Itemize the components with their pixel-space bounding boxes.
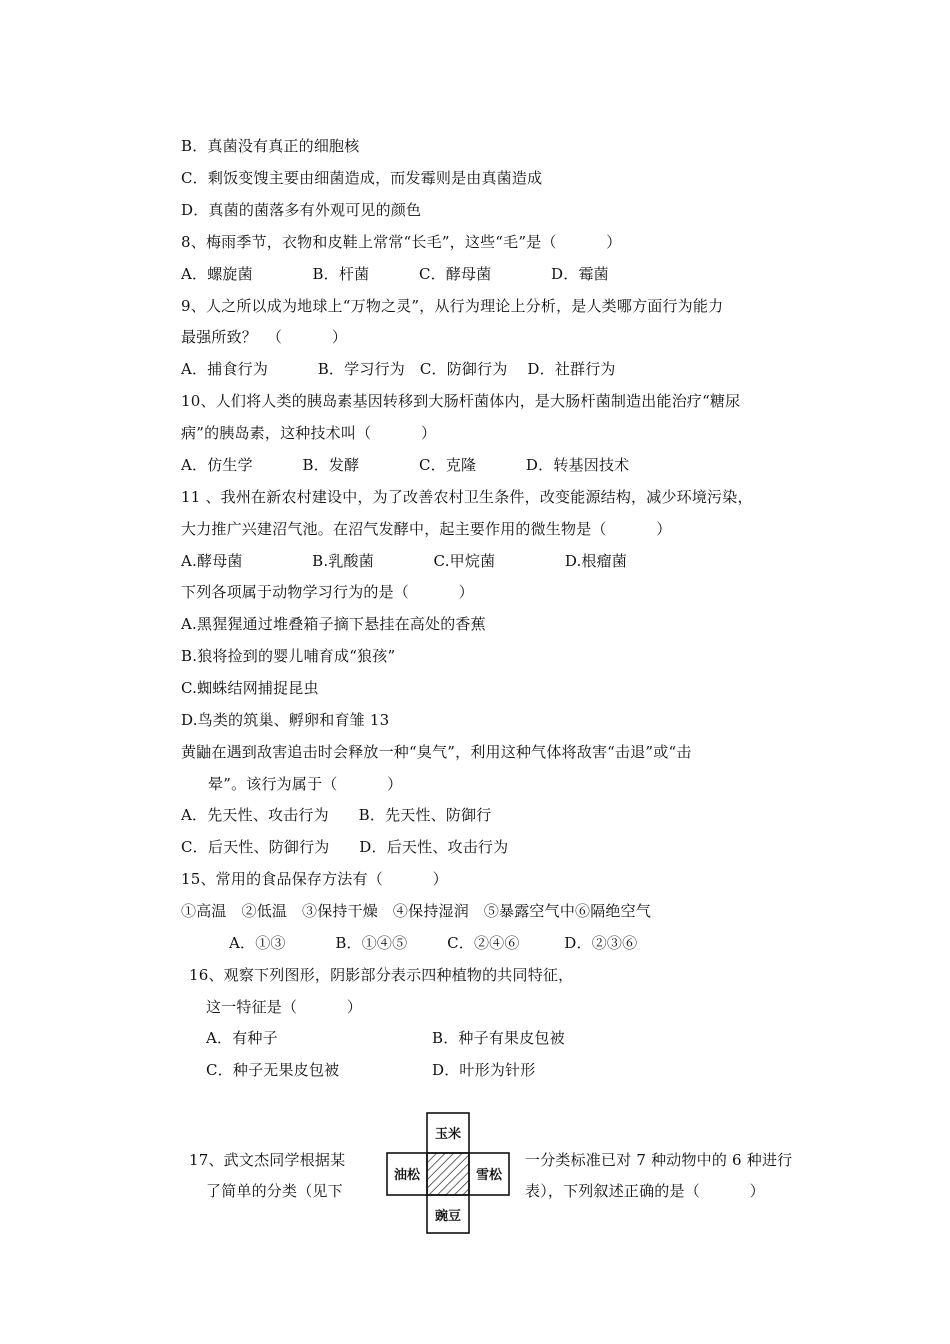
question-12: 下列各项属于动物学习行为的是（ ） xyxy=(181,583,474,601)
question-15: 15、常用的食品保存方法有（ ） xyxy=(181,870,448,888)
question-8: 8、梅雨季节，衣物和皮鞋上常常“长毛”，这些“毛”是（ ） xyxy=(181,233,622,251)
question-13: 黄鼬在遇到敌害追击时会释放一种“臭气”，利用这种气体将敌害“击退”或“击 xyxy=(181,743,692,761)
text-line: 大力推广兴建沼气池。在沼气发酵中，起主要作用的微生物是（ ） xyxy=(181,520,672,538)
text-line: 了简单的分类（见下 xyxy=(206,1182,343,1200)
option-line: B.狼将捡到的婴儿哺育成“狼孩” xyxy=(181,647,396,665)
diagram-label-top: 玉米 xyxy=(434,1127,462,1142)
text-line: 晕”。该行为属于（ ） xyxy=(208,775,403,793)
question-10: 10、人们将人类的胰岛素基因转移到大肠杆菌体内，是大肠杆菌制造出能治疗“糖尿 xyxy=(181,392,741,410)
text-line: C．剩饭变馊主要由细菌造成，而发霉则是由真菌造成 xyxy=(181,169,543,187)
text-line: 表），下列叙述正确的是（ ） xyxy=(525,1182,765,1200)
options-8: A．螺旋菌 B．杆菌 C．酵母菌 D．霉菌 xyxy=(181,265,609,283)
diagram-label-left: 油松 xyxy=(393,1168,421,1183)
text-line: B．真菌没有真正的细胞核 xyxy=(181,137,360,155)
option-line: C.蜘蛛结网捕捉昆虫 xyxy=(181,679,319,697)
diagram-label-bottom: 豌豆 xyxy=(434,1209,462,1224)
option-line: A．先天性、攻击行为 B．先天性、防御行 xyxy=(181,806,492,824)
shaded-region xyxy=(427,1153,469,1195)
question-16: 16、观察下列图形，阴影部分表示四种植物的共同特征， xyxy=(189,966,574,984)
options-15: A．①③ B．①④⑤ C．②④⑥ D．②③⑥ xyxy=(229,934,638,952)
question-9: 9、人之所以成为地球上“万物之灵”，从行为理论上分析，是人类哪方面行为能力 xyxy=(181,297,724,315)
diagram-label-right: 雪松 xyxy=(475,1168,503,1183)
plant-cross-diagram xyxy=(385,1111,511,1235)
option-line: C．后天性、防御行为 D．后天性、攻击行为 xyxy=(181,838,509,856)
text-line: D．真菌的菌落多有外观可见的颜色 xyxy=(181,201,422,219)
text-line: 这一特征是（ ） xyxy=(206,998,363,1016)
option-line: D．叶形为针形 xyxy=(432,1061,536,1079)
option-line: A．有种子 xyxy=(206,1029,278,1047)
option-line: B．种子有果皮包被 xyxy=(432,1029,565,1047)
options-9: A．捕食行为 B．学习行为 C．防御行为 D．社群行为 xyxy=(181,360,616,378)
question-17: 17、武文杰同学根据某 xyxy=(189,1151,346,1169)
option-line: A.黑猩猩通过堆叠箱子摘下悬挂在高处的香蕉 xyxy=(181,615,486,633)
text-line: 最强所致？ （ ） xyxy=(181,328,348,346)
options-11: A.酵母菌 B.乳酸菌 C.甲烷菌 D.根瘤菌 xyxy=(181,552,628,570)
question-11: 11 、我州在新农村建设中，为了改善农村卫生条件，改变能源结构，减少环境污染， xyxy=(181,488,753,506)
option-line: D.鸟类的筑巢、孵卵和育雏 13 xyxy=(181,711,390,729)
options-10: A．仿生学 B．发酵 C．克隆 D．转基因技术 xyxy=(181,456,630,474)
text-line: 病”的胰岛素，这种技术叫（ ） xyxy=(181,424,437,442)
option-line: C．种子无果皮包被 xyxy=(206,1061,340,1079)
text-line: 一分类标准已对 7 种动物中的 6 种进行 xyxy=(525,1151,793,1169)
text-line: ①高温 ②低温 ③保持干燥 ④保持湿润 ⑤暴露空气中⑥隔绝空气 xyxy=(181,902,652,920)
